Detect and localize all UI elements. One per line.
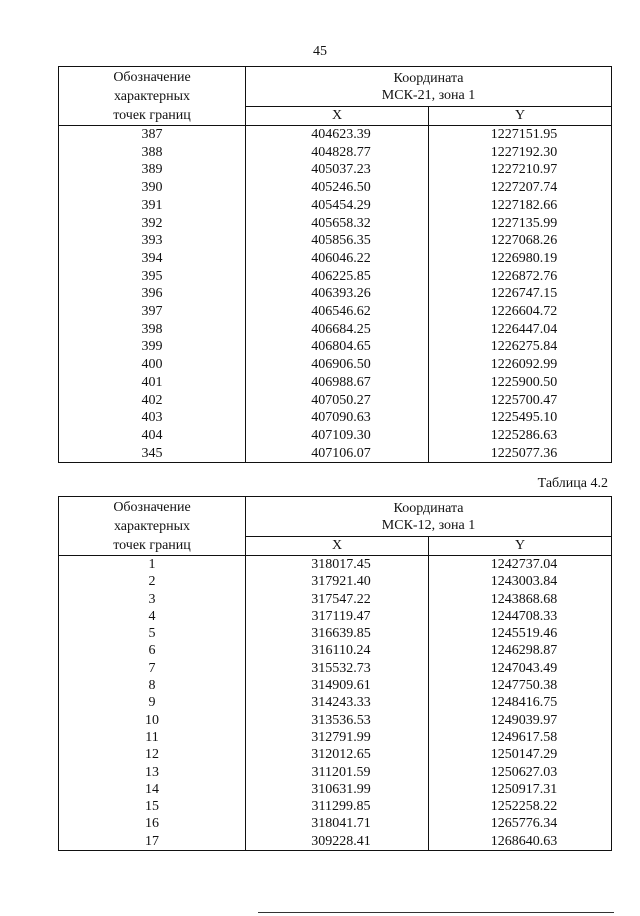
table-row [59,126,612,144]
x-coordinate-cell: 315532.73 [246,660,429,677]
x-coordinate-cell: 316639.85 [246,625,429,642]
point-id-cell: 389 [59,161,246,179]
table-row [59,556,612,574]
x-coordinate-cell: 405658.32 [246,215,429,233]
x-coordinate-cell: 311201.59 [246,764,429,781]
x-coordinate-cell: 316110.24 [246,642,429,659]
table-row [59,764,612,781]
y-coordinate-cell: 1226747.15 [429,285,612,303]
x-coordinate-cell: 313536.53 [246,712,429,729]
table-row [59,179,612,197]
y-coordinate-cell: 1265776.34 [429,815,612,832]
x-coordinate-cell: 406906.50 [246,356,429,374]
y-coordinate-cell: 1243868.68 [429,591,612,608]
table-row [59,798,612,815]
y-coordinate-cell: 1242737.04 [429,556,612,574]
table-row [59,285,612,303]
table-row [59,746,612,763]
coordinate-header [246,67,612,107]
y-coordinate-cell: 1246298.87 [429,642,612,659]
x-coordinate-cell: 314243.33 [246,694,429,711]
y-coordinate-cell: 1227151.95 [429,126,612,144]
y-coordinate-cell: 1225286.63 [429,427,612,445]
point-id-cell: 1 [59,556,246,574]
coordinate-title: Координата [393,71,464,87]
x-coordinate-cell: 407109.30 [246,427,429,445]
x-coordinate-cell: 317119.47 [246,608,429,625]
y-coordinate-cell: 1227068.26 [429,232,612,250]
point-id-cell: 394 [59,250,246,268]
x-coordinate-cell: 312791.99 [246,729,429,746]
point-id-cell: 393 [59,232,246,250]
y-coordinate-cell: 1250627.03 [429,764,612,781]
x-coordinate-cell: 406684.25 [246,321,429,339]
table-row [59,232,612,250]
point-id-cell: 387 [59,126,246,144]
table-row [59,409,612,427]
x-column-header: X [246,107,429,126]
y-coordinate-cell: 1226092.99 [429,356,612,374]
x-coordinate-cell: 406988.67 [246,374,429,392]
table-row [59,161,612,179]
x-coordinate-cell: 405037.23 [246,161,429,179]
table-row [59,392,612,410]
y-coordinate-cell: 1245519.46 [429,625,612,642]
table-row [59,608,612,625]
y-coordinate-cell: 1268640.63 [429,833,612,851]
x-coordinate-cell: 404623.39 [246,126,429,144]
y-coordinate-cell: 1252258.22 [429,798,612,815]
point-id-cell: 7 [59,660,246,677]
coordinate-header [246,497,612,537]
point-id-cell: 9 [59,694,246,711]
coordinate-title: Координата [393,501,464,517]
page-number: 45 [313,44,327,59]
x-coordinate-cell: 318041.71 [246,815,429,832]
point-id-cell: 390 [59,179,246,197]
point-id-cell: 395 [59,268,246,286]
table-row [59,427,612,445]
y-coordinate-cell: 1226872.76 [429,268,612,286]
table-row [59,356,612,374]
point-label-line3: точек границ [113,538,191,553]
x-coordinate-cell: 406804.65 [246,338,429,356]
x-coordinate-cell: 407090.63 [246,409,429,427]
table-row [59,374,612,392]
point-id-cell: 404 [59,427,246,445]
point-id-cell: 5 [59,625,246,642]
x-coordinate-cell: 314909.61 [246,677,429,694]
x-coordinate-cell: 406046.22 [246,250,429,268]
x-coordinate-cell: 407106.07 [246,445,429,463]
table-row [59,694,612,711]
point-id-cell: 399 [59,338,246,356]
table-row [59,321,612,339]
x-coordinate-cell: 318017.45 [246,556,429,574]
point-label-line1: Обозначение [113,500,191,515]
x-coordinate-cell: 405454.29 [246,197,429,215]
y-coordinate-cell: 1226604.72 [429,303,612,321]
y-coordinate-cell: 1250147.29 [429,746,612,763]
point-id-cell: 10 [59,712,246,729]
point-id-cell: 397 [59,303,246,321]
table-row [59,573,612,590]
point-id-cell: 8 [59,677,246,694]
point-id-cell: 4 [59,608,246,625]
point-label-line2: характерных [113,89,191,104]
y-coordinate-cell: 1227210.97 [429,161,612,179]
point-id-cell: 3 [59,591,246,608]
table-row [59,660,612,677]
y-coordinate-cell: 1225900.50 [429,374,612,392]
table-row [59,250,612,268]
table-row [59,729,612,746]
table-row [59,677,612,694]
y-coordinate-cell: 1226980.19 [429,250,612,268]
table-caption: Таблица 4.2 [537,476,608,491]
y-coordinate-cell: 1227182.66 [429,197,612,215]
point-label-line2: характерных [113,519,191,534]
point-id-cell: 398 [59,321,246,339]
table-row [59,591,612,608]
y-coordinate-cell: 1226275.84 [429,338,612,356]
point-id-cell: 391 [59,197,246,215]
coordinates-table-msk21 [58,66,612,463]
table-row [59,144,612,162]
y-coordinate-cell: 1226447.04 [429,321,612,339]
x-coordinate-cell: 406546.62 [246,303,429,321]
x-coordinate-cell: 406225.85 [246,268,429,286]
table-row [59,781,612,798]
y-coordinate-cell: 1248416.75 [429,694,612,711]
table-row [59,268,612,286]
coordinates-table-msk12 [58,496,612,851]
table-row [59,445,612,463]
y-coordinate-cell: 1225077.36 [429,445,612,463]
point-id-cell: 396 [59,285,246,303]
point-label-line3: точек границ [113,108,191,123]
x-coordinate-cell: 405856.35 [246,232,429,250]
y-coordinate-cell: 1227207.74 [429,179,612,197]
x-coordinate-cell: 311299.85 [246,798,429,815]
x-coordinate-cell: 309228.41 [246,833,429,851]
point-label-line1: Обозначение [113,70,191,85]
x-coordinate-cell: 407050.27 [246,392,429,410]
point-id-cell: 345 [59,445,246,463]
point-id-cell: 16 [59,815,246,832]
table-row [59,815,612,832]
point-id-cell: 13 [59,764,246,781]
table-row [59,338,612,356]
table-row [59,712,612,729]
x-coordinate-cell: 405246.50 [246,179,429,197]
coordinate-system: МСК-21, зона 1 [381,88,476,104]
point-id-cell: 388 [59,144,246,162]
y-coordinate-cell: 1250917.31 [429,781,612,798]
point-id-cell: 12 [59,746,246,763]
x-coordinate-cell: 312012.65 [246,746,429,763]
table-row [59,833,612,851]
x-coordinate-cell: 317921.40 [246,573,429,590]
x-coordinate-cell: 404828.77 [246,144,429,162]
table-row [59,642,612,659]
x-coordinate-cell: 317547.22 [246,591,429,608]
point-label-header [59,67,246,126]
point-id-cell: 17 [59,833,246,851]
table-row [59,303,612,321]
point-id-cell: 403 [59,409,246,427]
y-column-header: Y [429,537,612,556]
y-coordinate-cell: 1247750.38 [429,677,612,694]
point-id-cell: 401 [59,374,246,392]
y-coordinate-cell: 1249617.58 [429,729,612,746]
y-coordinate-cell: 1243003.84 [429,573,612,590]
point-id-cell: 402 [59,392,246,410]
x-column-header: X [246,537,429,556]
y-coordinate-cell: 1225495.10 [429,409,612,427]
table-row [59,215,612,233]
x-coordinate-cell: 310631.99 [246,781,429,798]
table-row [59,197,612,215]
y-coordinate-cell: 1227192.30 [429,144,612,162]
point-id-cell: 14 [59,781,246,798]
point-label-header [59,497,246,556]
y-coordinate-cell: 1225700.47 [429,392,612,410]
y-coordinate-cell: 1249039.97 [429,712,612,729]
point-id-cell: 11 [59,729,246,746]
x-coordinate-cell: 406393.26 [246,285,429,303]
table-row [59,625,612,642]
page-bottom-rule [258,912,614,913]
y-coordinate-cell: 1227135.99 [429,215,612,233]
coordinate-system: МСК-12, зона 1 [381,518,476,534]
point-id-cell: 400 [59,356,246,374]
point-id-cell: 15 [59,798,246,815]
point-id-cell: 392 [59,215,246,233]
y-coordinate-cell: 1247043.49 [429,660,612,677]
point-id-cell: 6 [59,642,246,659]
y-coordinate-cell: 1244708.33 [429,608,612,625]
point-id-cell: 2 [59,573,246,590]
y-column-header: Y [429,107,612,126]
